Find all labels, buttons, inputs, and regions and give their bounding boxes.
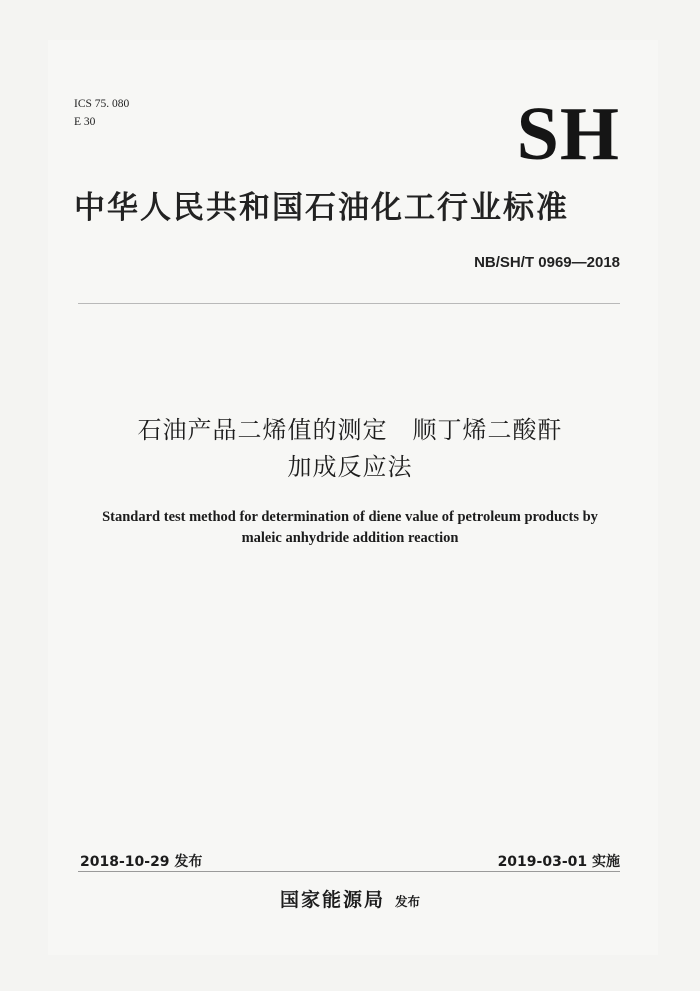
chinese-title-line-2: 加成反应法 <box>287 453 413 481</box>
bottom-divider <box>78 871 620 872</box>
issuer-suffix: 发布 <box>395 894 421 909</box>
issue-date: 2018-10-29 发布 <box>80 854 203 870</box>
standard-mark: SH <box>516 92 620 176</box>
issuer-name: 国家能源局 <box>279 889 385 911</box>
ics-code: ICS 75. 080 <box>74 98 130 110</box>
standard-category-title: 中华人民共和国石油化工行业标准 <box>74 190 569 226</box>
chinese-title-line-1: 石油产品二烯值的测定 顺丁烯二酸酐 <box>137 416 563 444</box>
issuer-line <box>0 885 700 912</box>
top-divider <box>78 303 620 304</box>
implementation-date: 2019-03-01 实施 <box>497 854 620 870</box>
english-title-line-2: maleic anhydride addition reaction <box>241 530 459 546</box>
ccs-code: E 30 <box>74 116 96 128</box>
paper-sheet <box>48 40 658 955</box>
english-title-line-1: Standard test method for determination of diene value of petroleum products by <box>102 509 598 525</box>
standard-number: NB/SH/T 0969—2018 <box>474 254 620 271</box>
